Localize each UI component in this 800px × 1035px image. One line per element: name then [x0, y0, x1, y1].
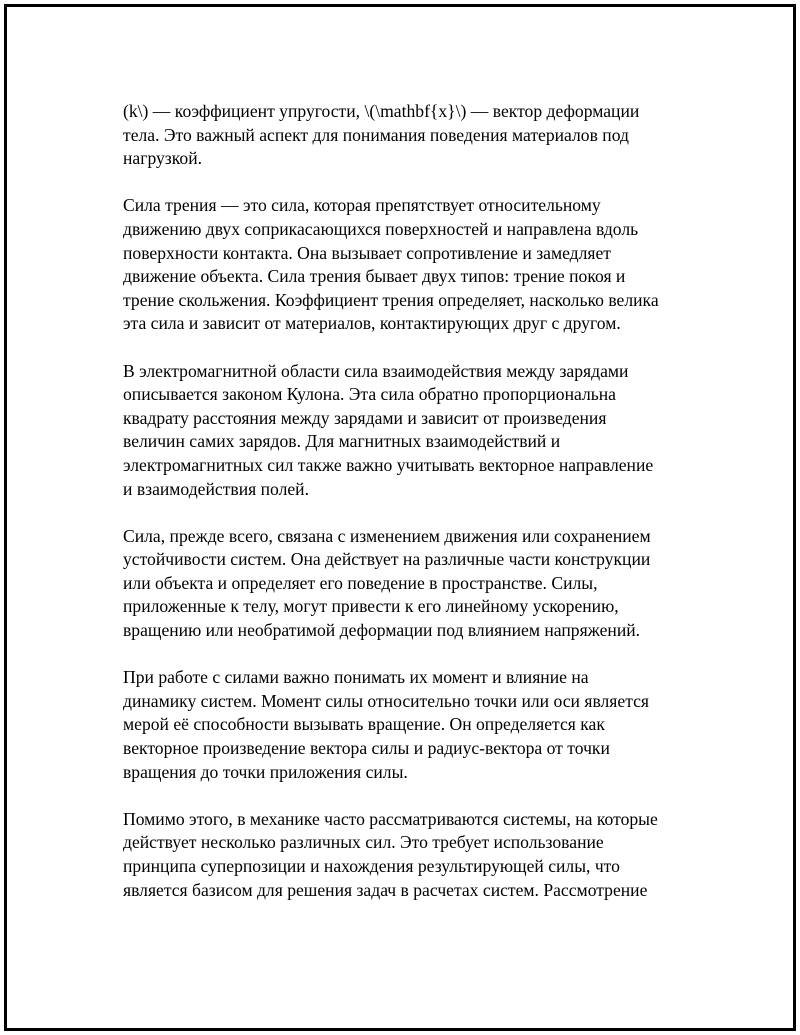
text-line: динамику систем. Момент силы относительно точки или оси является — [123, 690, 649, 711]
text-line: вращения до точки приложения силы. — [123, 761, 408, 782]
paragraph-1 — [123, 100, 693, 171]
text-line: В электромагнитной области сила взаимодействия между зарядами — [123, 360, 629, 381]
text-line: и взаимодействия полей. — [123, 478, 309, 499]
text-line: мерой её способности вызывать вращение. Он определяется как — [123, 714, 605, 735]
text-line: движению двух соприкасающихся поверхностей и направлена вдоль — [123, 218, 639, 239]
text-line: (k\) — коэффициент упругости, \(\mathbf{x}\) — вектор деформации — [123, 101, 640, 121]
text-line: устойчивости систем. Она действует на различные части конструкции — [123, 549, 651, 570]
text-line: трение скольжения. Коэффициент трения определяет, насколько велика — [123, 289, 659, 310]
text-line: нагрузкой. — [123, 148, 203, 169]
text-line: Сила, прежде всего, связана с изменением движения или сохранением — [123, 525, 651, 546]
paragraph-2 — [123, 194, 693, 336]
text-line: принципа суперпозиции и нахождения результирующей силы, что — [123, 856, 620, 876]
document-body — [123, 100, 693, 926]
text-line: Сила трения — это сила, которая препятствует относительному — [123, 195, 601, 216]
text-line: тела. Это важный аспект для понимания поведения материалов под — [123, 124, 629, 145]
text-line: или объекта и определяет его поведение в пространстве. Силы, — [123, 572, 598, 593]
text-line: описывается законом Кулона. Эта сила обратно пропорциональна — [123, 384, 616, 405]
text-line: При работе с силами важно понимать их момент и влияние на — [123, 667, 589, 688]
text-line: вращению или необратимой деформации под влиянием напряжений. — [123, 620, 641, 641]
page-frame — [4, 4, 796, 1031]
text-line: действует несколько различных сил. Это требует использование — [123, 832, 604, 853]
text-line: величин самих зарядов. Для магнитных взаимодействий и — [123, 431, 561, 452]
text-line: Помимо этого, в механике часто рассматриваются системы, на которые — [123, 808, 658, 829]
text-line: электромагнитных сил также важно учитывать векторное направление — [123, 454, 654, 475]
text-line: движение объекта. Сила трения бывает двух типов: трение покоя и — [123, 266, 626, 287]
text-line: поверхности контакта. Она вызывает сопротивление и замедляет — [123, 242, 611, 263]
text-line: квадрату расстояния между зарядами и зависит от произведения — [123, 407, 607, 428]
text-line: является базисом для решения задач в расчетах систем. Рассмотрение — [123, 879, 648, 900]
paragraph-5 — [123, 666, 693, 784]
paragraph-4 — [123, 525, 693, 643]
paragraph-6 — [123, 808, 693, 902]
text-line: векторное произведение вектора силы и радиус-вектора от точки — [123, 738, 610, 759]
text-line: эта сила и зависит от материалов, контактирующих друг с другом. — [123, 313, 621, 334]
paragraph-3 — [123, 360, 693, 502]
text-line: приложенные к телу, могут привести к его линейному ускорению, — [123, 596, 619, 617]
